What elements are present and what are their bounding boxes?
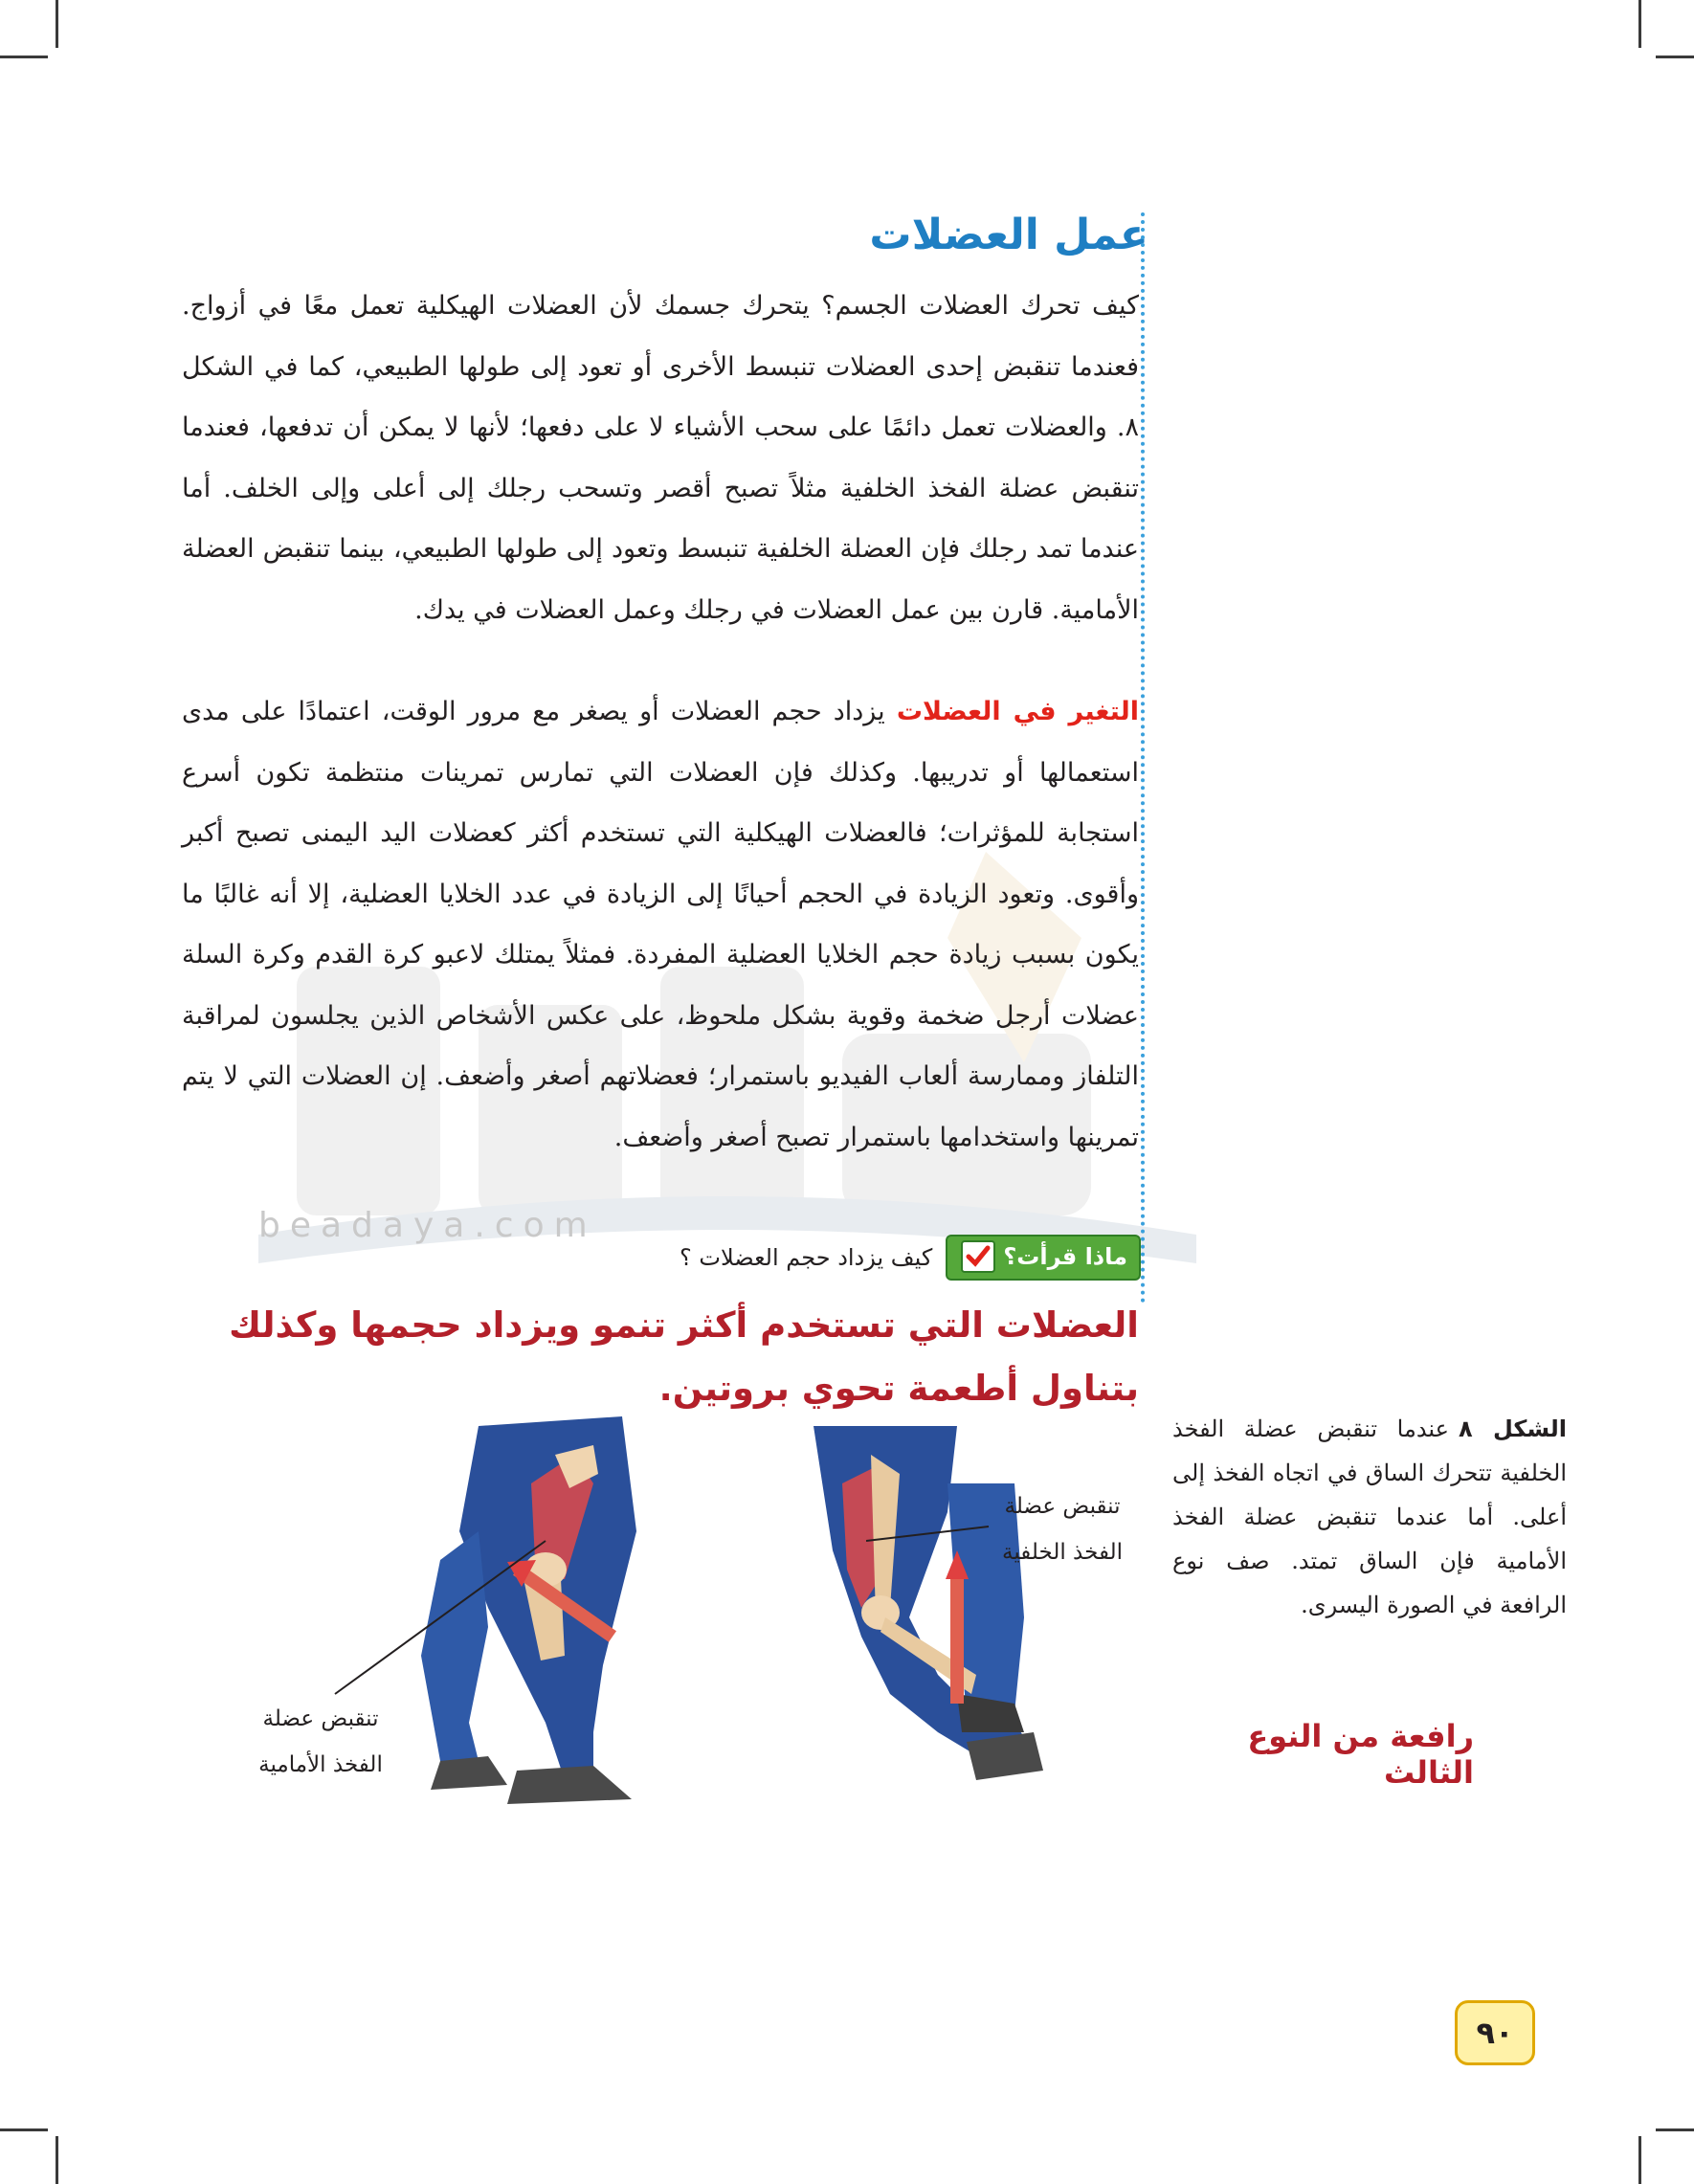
figure-caption xyxy=(1172,1407,1567,1627)
reading-check-label: ماذا قرأت؟ xyxy=(1003,1243,1127,1270)
crop-mark-tl-h xyxy=(0,56,48,58)
lever-answer: رافعة من النوع الثالث xyxy=(1247,1718,1474,1791)
crop-mark-tr-v xyxy=(1638,0,1641,48)
highlight-term: التغير في العضلات xyxy=(896,697,1139,726)
handwritten-answer: العضلات التي تستخدم أكثر تنمو ويزداد حجمها وكذلك بتناول أطعمة تحوي بروتين. xyxy=(229,1304,1139,1409)
figure-label: الشكل ٨ xyxy=(1458,1415,1567,1442)
section-heading: عمل العضلات xyxy=(869,211,1148,259)
paragraph-muscle-change xyxy=(182,681,1139,1168)
label-back-pointer xyxy=(866,1522,991,1550)
label-back-line2: الفخذ الخلفية xyxy=(1001,1540,1124,1565)
label-front-pointer xyxy=(325,1531,555,1704)
label-back-muscle xyxy=(981,1483,1144,1575)
label-front-line2: الفخذ الأمامية xyxy=(258,1752,383,1777)
label-front-muscle xyxy=(239,1696,402,1788)
margin-dotted-line xyxy=(1141,212,1145,1304)
label-front-line1: تنقبض عضلة xyxy=(262,1706,379,1731)
reading-check xyxy=(680,1235,1141,1281)
page-number: ٩٠ xyxy=(1455,2000,1535,2065)
reading-check-badge xyxy=(946,1235,1141,1281)
crop-mark-tl-v xyxy=(56,0,58,48)
crop-mark-bl-h xyxy=(0,2128,48,2131)
reading-check-question: كيف يزداد حجم العضلات ؟ xyxy=(679,1244,933,1271)
crop-mark-bl-v xyxy=(56,2136,58,2184)
paragraph-body: يزداد حجم العضلات أو يصغر مع مرور الوقت، اعتمادًا على مدى استعمالها أو تدريبها. وكذلك فإن العضلات التي تمارس تمرينات منتظمة تكون أسرع استجابة للمؤثرات؛ فالعضلات الهيكلية التي تستخدم أكثر كعضلات اليد اليمنى تصبح أكبر وأقوى. وتعود الزيادة في الحجم أحيانًا إلى الزيادة في عدد الخلايا العضلية، إلا أنه غالبًا ما يكون بسبب زيادة حجم الخلايا العضلية المفردة. فمثلاً يمتلك لاعبو كرة القدم وكرة السلة عضلات أرجل ضخمة وقوية بشكل ملحوظ، على عكس الأشخاص الذين يجلسون لمراقبة التلفاز وممارسة ألعاب الفيديو باستمرار؛ فعضلاتهم أصغر وأضعف. إن العضلات التي لا يتم تمرينها واستخدامها باستمرار تصبح أصغر وأضعف. xyxy=(182,697,1139,1152)
watermark-url: beadaya.com xyxy=(258,1206,597,1245)
crop-mark-br-h xyxy=(1656,2128,1694,2131)
crop-mark-tr-h xyxy=(1656,56,1694,58)
crop-mark-br-v xyxy=(1638,2136,1641,2184)
figure-caption-text: عندما تنقبض عضلة الفخذ الخلفية تتحرك الساق في اتجاه الفخذ إلى أعلى. أما عندما تنقبض عضلة الفخذ الأمامية فإن الساق تمتد. صف نوع الرافعة في الصورة اليسرى. xyxy=(1172,1415,1567,1618)
paragraph-muscle-work: كيف تحرك العضلات الجسم؟ يتحرك جسمك لأن العضلات الهيكلية تعمل معًا في أزواج. فعندما تنقبض إحدى العضلات تنبسط الأخرى أو تعود إلى طولها الطبيعي، كما في الشكل ٨. والعضلات تعمل دائمًا على سحب الأشياء لا على دفعها؛ لأنها لا يمكن أن تدفعها، فعندما تنقبض عضلة الفخذ الخلفية مثلاً تصبح أقصر وتسحب رجلك إلى أعلى وإلى الخلف. أما عندما تمد رجلك فإن العضلة الخلفية تنبسط وتعود إلى طولها الطبيعي، بينما تنقبض العضلة الأمامية. قارن بين عمل العضلات في رجلك وعمل العضلات في يدك. xyxy=(182,291,1139,625)
checkmark-icon xyxy=(961,1240,995,1273)
label-back-line1: تنقبض عضلة xyxy=(1004,1494,1121,1519)
